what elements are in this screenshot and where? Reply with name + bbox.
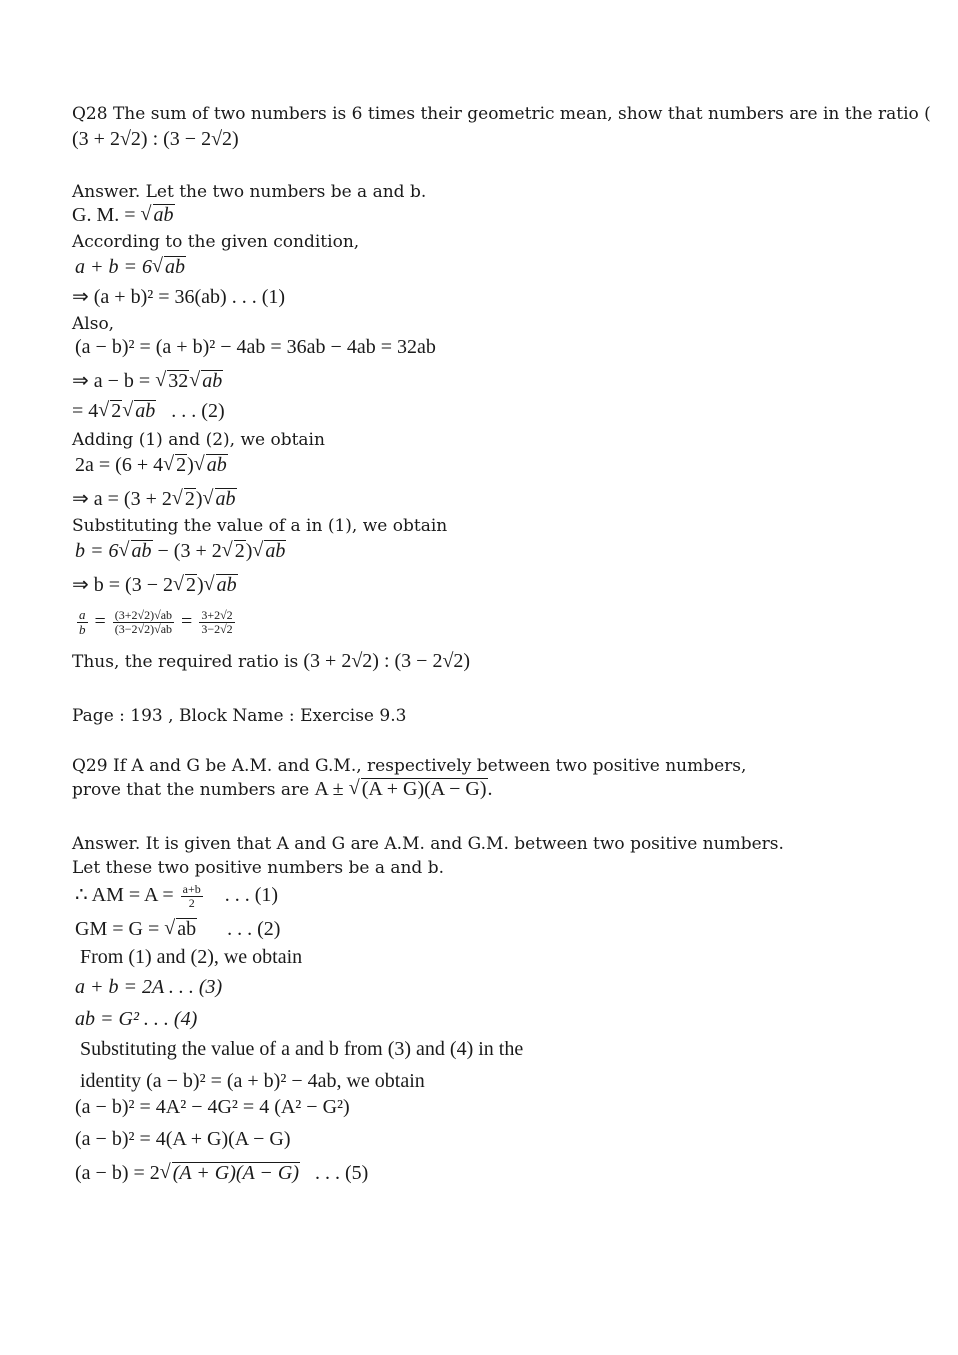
eq2-prefix: = 4 bbox=[72, 400, 99, 422]
eq2-tag: . . . (2) bbox=[171, 400, 225, 422]
q28-eq-diff-sq: (a − b)² = (a + b)² − 4ab = 36ab − 4ab = 32ab bbox=[75, 336, 436, 358]
ratio-den: (3−2√2)√ab bbox=[114, 622, 173, 637]
q29-eq3: a + b = 2A . . . (3) bbox=[75, 976, 223, 998]
ratio-den2: 3−2√2 bbox=[201, 622, 233, 637]
q29-subst-line1: Substituting the value of a and b from (3) and (4) in the bbox=[80, 1038, 524, 1060]
ratio-num2: 3+2√2 bbox=[201, 608, 233, 623]
q28-answer-intro: Answer. Let the two numbers be a and b. bbox=[72, 182, 427, 202]
q29-eq5: (a − b) = 2√ (A + G)(A − G) . . . (5) bbox=[75, 1162, 368, 1185]
q28-eq-b: b = 6√ ab − (3 + 2√ 2)√ ab bbox=[75, 540, 286, 563]
q29-answer-line1: Answer. It is given that A and G are A.M. and G.M. between two positive numbers. bbox=[72, 834, 784, 854]
am-num: a+b bbox=[182, 881, 201, 896]
q28-eq-2a: 2a = (6 + 4√ 2)√ ab bbox=[75, 454, 228, 477]
ratio-num: (3+2√2)√ab bbox=[114, 608, 173, 623]
q29-gm-line: GM = G = √ ab . . . (2) bbox=[75, 918, 280, 941]
q29-question-line2-text: prove that the numbers are bbox=[72, 780, 310, 800]
q29-question-line1: Q29 If A and G be A.M. and G.M., respectively between two positive numbers, bbox=[72, 756, 747, 776]
eq-b-mid: − (3 + 2 bbox=[157, 540, 222, 562]
page-info: Page : 193 , Block Name : Exercise 9.3 bbox=[72, 706, 407, 726]
q28-question-text: Q28 The sum of two numbers is 6 times their geometric mean, show that numbers are in the ratio ( bbox=[72, 104, 931, 124]
conclusion-text: Thus, the required ratio is bbox=[72, 652, 299, 672]
q28-subst-text: Substituting the value of a in (1), we obtain bbox=[72, 516, 448, 536]
am-tag: . . . (1) bbox=[224, 884, 279, 906]
q28-question-expr: (3 + 2√2) : (3 − 2√2) bbox=[72, 128, 239, 150]
eq-b2-prefix: ⇒ b = (3 − 2 bbox=[72, 574, 173, 596]
q28-also-text: Also, bbox=[72, 314, 115, 334]
q28-eq-diff-root: ⇒ a − b = √ 32√ ab bbox=[72, 368, 223, 393]
gm-label: G. M. = bbox=[72, 204, 136, 226]
q29-question-rad: (A + G)(A − G) bbox=[361, 778, 487, 800]
q29-eq4: ab = G² . . . (4) bbox=[75, 1008, 198, 1030]
q29-question-expr: A ± bbox=[314, 778, 344, 800]
q29-question-line2: prove that the numbers are A ± √ (A + G)(A − G). bbox=[72, 778, 493, 801]
q28-ratio-fraction: $\frac{a}{b}$ = $\frac{(3+2√2)√ab}{(3-2√2)√ab}$ = $\frac{3+2√2}{3-2√2}$ bbox=[79, 607, 233, 638]
eq-sum-text: a + b = 6 bbox=[75, 256, 152, 278]
q28-eq-a: ⇒ a = (3 + 2√ 2)√ ab bbox=[72, 486, 237, 511]
q28-adding-text: Adding (1) and (2), we obtain bbox=[72, 430, 325, 450]
eq5-tag: . . . (5) bbox=[315, 1162, 369, 1184]
eq-diff-root-prefix: ⇒ a − b = bbox=[72, 370, 151, 392]
q28-eq-sum: a + b = 6√ ab bbox=[75, 256, 186, 279]
q28-eq-b2: ⇒ b = (3 − 2√ 2)√ ab bbox=[72, 572, 238, 597]
q29-answer-line2: Let these two positive numbers be a and b. bbox=[72, 858, 445, 878]
eq5-prefix: (a − b) = 2 bbox=[75, 1162, 160, 1184]
q29-eq-a: (a − b)² = 4A² − 4G² = 4 (A² − G²) bbox=[75, 1096, 350, 1118]
q29-subst-line2: identity (a − b)² = (a + b)² − 4ab, we obtain bbox=[80, 1070, 425, 1092]
q28-eq2: = 4√ 2√ ab . . . (2) bbox=[72, 400, 225, 423]
am-den: 2 bbox=[188, 895, 195, 910]
am-prefix: ∴ AM = A = bbox=[75, 884, 174, 906]
q29-from-text: From (1) and (2), we obtain bbox=[80, 946, 303, 968]
q28-condition-text: According to the given condition, bbox=[72, 232, 360, 252]
gm-tag: . . . (2) bbox=[227, 918, 281, 940]
q29-eq-b: (a − b)² = 4(A + G)(A − G) bbox=[75, 1128, 291, 1150]
gm-prefix: GM = G = bbox=[75, 918, 160, 940]
q28-gm-line: G. M. = √ ab bbox=[72, 204, 175, 227]
eq-b-prefix: b = 6 bbox=[75, 540, 119, 562]
eq-a-prefix: ⇒ a = (3 + 2 bbox=[72, 488, 172, 510]
q28-conclusion bbox=[72, 650, 470, 673]
q28-eq1: ⇒ (a + b)² = 36(ab) . . . (1) bbox=[72, 286, 286, 308]
eq-2a-prefix: 2a = (6 + 4 bbox=[75, 454, 164, 476]
conclusion-expr: (3 + 2√2) : (3 − 2√2) bbox=[303, 650, 471, 672]
q29-am-line bbox=[75, 882, 278, 910]
